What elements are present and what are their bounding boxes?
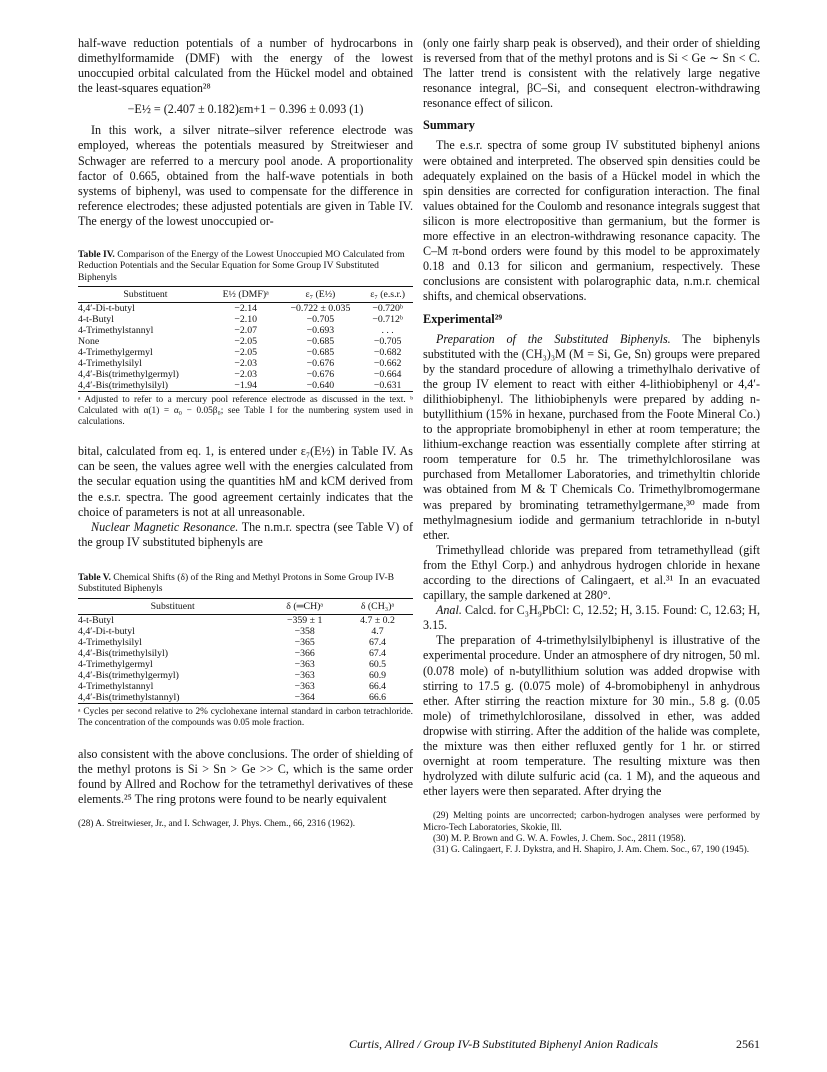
table-v — [78, 572, 413, 729]
value-cell: −0.676 — [306, 358, 335, 370]
value-cell: −1.94 — [234, 380, 258, 392]
nmr-text: The n.m.r. spectra (see Table V) of the group IV substituted biphenyls are — [78, 519, 413, 549]
substituent-cell: 4-t-Butyl — [78, 314, 114, 326]
substituent-cell: 4-Trimethylsilyl — [78, 636, 142, 648]
table-row — [78, 659, 413, 670]
value-cell: −363 — [294, 658, 315, 670]
analysis-label: Anal. — [436, 603, 462, 618]
preparation-heading: Preparation of the Substituted Biphenyls. — [436, 331, 671, 346]
table-row — [78, 380, 413, 392]
table-row — [78, 303, 413, 315]
table-iv-footnote: ᵃ Adjusted to refer to a mercury pool reference electrode as discussed in the text. ᵇ Calculated with α(1) = α₀ − 0.05β₀; see Table I for the numbering system used in calculations. — [78, 395, 413, 428]
substituent-cell: 4-t-Butyl — [78, 614, 114, 626]
running-head: Curtis, Allred / Group IV-B Substituted Biphenyl Anion Radicals — [349, 1037, 658, 1051]
table-v-title: Chemical Shifts (δ) of the Ring and Methyl Protons in Some Group IV-B Substituted Biphenyls — [78, 571, 395, 595]
value-cell: 67.4 — [368, 636, 387, 648]
table-row — [78, 670, 413, 681]
preparation-text: The biphenyls substituted with the (CH₃)₃M (M = Si, Ge, Sn) groups were prepared by the standard procedure of allowing a trimethylhalo derivative of the group IV element to react with either 4-lithiobiphenyl or 4,4′-dilithiobiphenyl. The lithiobiphenyls were prepared by adding n-butyllithium (15% in hexane, purchased from the Foote Mineral Co.) to the appropriate bromobiphenyl in ether at room temperature; the lithium-exchange reaction was essentially complete after stirring at room temperature for 0.5 hr. The trimethylchlorosilane was purchased from Metallomer Laboratories, and trimethyltin chloride was obtained from M & T Chemicals Co. Trimethylbromogermane was prepared by brominating tetramethylgermane,³⁰ made from methylmagnesium iodide and germanium tetrachloride in n-butyl ether. — [423, 331, 760, 542]
value-cell: −0.685 — [306, 336, 335, 348]
left-column — [78, 36, 413, 830]
value-cell: −0.722 ± 0.035 — [290, 303, 351, 315]
left-footnotes — [78, 819, 413, 830]
value-cell: −0.631 — [373, 380, 402, 392]
experimental-paragraph-3: The preparation of 4-trimethylsilylbiphenyl is illustrative of the experimental procedure. Under an atmosphere of dry nitrogen, 50 ml. (0.078 mole) of n-butyllithium solution was added dropwise with stirring to 17.5 g. (0.075 mole) of 4-bromobiphenyl in anhydrous ether. After stirring the reaction mixture for 30 min., 5.8 g. (0.05 mole) of trimethylchlorosilane, dissolved in ether, was added dropwise with stirring. After the addition of the halide was complete, the mixture was then either refluxed gently for 1 hr. or stirred overnight at room temperature. The resulting mixture was then hydrolyzed with dilute sulfuric acid (ca. 1 M), and the aqueous and ether layers were then separated. After drying the — [423, 633, 760, 799]
experimental-heading: Experimental²⁹ — [423, 311, 503, 326]
substituent-cell: 4-Trimethylstannyl — [78, 680, 154, 692]
value-cell: 60.9 — [368, 669, 387, 681]
value-cell: −2.05 — [234, 336, 258, 348]
table-v-grid — [78, 598, 413, 704]
right-paragraph-1: (only one fairly sharp peak is observed), and their order of shielding is reversed from that of the methyl protons and is Si < Ge ∼ Sn < C. The latter trend is consistent with the relatively large negative resonance integral, βC–Si, and consequent electron-withdrawing resonance effect of silicon. — [423, 36, 760, 111]
equation-1: −E½ = (2.407 ± 0.182)εm+1 − 0.396 ± 0.093 (1) — [127, 102, 364, 117]
left-paragraph-2: In this work, a silver nitrate–silver reference electrode was employed, whereas the potentials measured by Streitwieser and Schwager are referred to a mercury pool anode. A proportionality factor of 0.665, obtained from the half-wave potentials in both systems of biphenyl, was used to compensate for the difference in reference electrodes; these adjusted potentials are given in Table IV. The energy of the lowest unoccupied or- — [78, 123, 413, 228]
table-header-row — [78, 598, 413, 614]
value-cell: −364 — [294, 691, 315, 703]
value-cell: . . . — [381, 325, 394, 337]
summary-paragraph: The e.s.r. spectra of some group IV substituted biphenyl anions were obtained and interpreted. The observed spin densities could be adequately explained on the basis of a Hückel model in which the spin densities are corrected for configuration interaction. The final values obtained for the Coulomb and resonance integrals suggest that silicon is more electropositive than germanium, but the former is more effective in an electron-withdrawing resonance capacity. The C–M π-bond orders were found by this model to be approximately 0.18 and 0.13 for silicon and germanium, respectively. These conclusions are consistent with polarographic data, n.m.r. chemical shifts, and chemical observations. — [423, 138, 760, 304]
footnote-28: (28) A. Streitwieser, Jr., and I. Schwager, J. Phys. Chem., 66, 2316 (1962). — [78, 819, 356, 830]
value-cell: −0.693 — [306, 325, 335, 337]
table-v-label: Table V. — [78, 571, 111, 583]
table-iv-label: Table IV. — [78, 249, 115, 261]
right-column — [423, 36, 760, 856]
left-paragraph-4 — [78, 520, 413, 550]
value-cell: −366 — [294, 647, 315, 659]
substituent-cell: 4,4′-Bis(trimethylsilyl) — [78, 647, 169, 659]
value-cell: 66.6 — [368, 691, 387, 703]
right-footnotes — [423, 811, 760, 856]
analysis-paragraph — [423, 603, 760, 633]
experimental-paragraph-2: Trimethyllead chloride was prepared from tetramethyllead (gift from the Ethyl Corp.) and anhydrous hydrogen chloride in hexane according to the directions of Calingaert, et al.³¹ In an evacuated capillary, the sample darkened at 280°. — [423, 542, 760, 603]
table-v-footnote: ᵃ Cycles per second relative to 2% cyclohexane internal standard in carbon tetrachloride. The concentration of the compounds was 0.05 mole fraction. — [78, 706, 413, 728]
table-v-body — [78, 614, 413, 703]
table-v-caption — [78, 572, 413, 595]
table-row — [78, 314, 413, 325]
value-cell: −363 — [294, 680, 315, 692]
page-footer — [349, 1037, 760, 1052]
value-cell: −0.676 — [306, 369, 335, 381]
value-cell: 4.7 — [371, 625, 384, 637]
page-number: 2561 — [736, 1037, 760, 1051]
table-row — [78, 648, 413, 659]
value-cell: −0.720ᵇ — [372, 303, 403, 315]
table-iv — [78, 249, 413, 428]
value-cell: 66.4 — [368, 680, 387, 692]
substituent-cell: 4-Trimethylstannyl — [78, 325, 154, 337]
value-cell: −0.712ᵇ — [372, 314, 403, 326]
value-cell: −2.05 — [234, 347, 258, 359]
substituent-cell: 4,4′-Di-t-butyl — [78, 625, 135, 637]
footnote-29: (29) Melting points are uncorrected; carbon-hydrogen analyses were performed by Micro-Tech Laboratories, Skokie, Ill. — [423, 811, 760, 833]
substituent-cell: 4,4′-Bis(trimethylgermyl) — [78, 369, 179, 381]
table-header-cell: E½ (DMF)ᵃ — [222, 289, 269, 301]
table-row — [78, 626, 413, 637]
substituent-cell: 4-Trimethylsilyl — [78, 358, 142, 370]
value-cell: −359 ± 1 — [286, 614, 323, 626]
table-iv-body — [78, 303, 413, 392]
table-header-cell: δ (═CH)ᵃ — [286, 600, 324, 612]
value-cell: −0.685 — [306, 347, 335, 359]
value-cell: −363 — [294, 669, 315, 681]
table-iv-grid — [78, 286, 413, 392]
footnote-31: (31) G. Calingaert, F. J. Dykstra, and H. Shapiro, J. Am. Chem. Soc., 67, 190 (1945). — [433, 845, 750, 856]
table-row — [78, 681, 413, 692]
footnote-30: (30) M. P. Brown and G. W. A. Fowles, J. Chem. Soc., 2811 (1958). — [433, 833, 686, 844]
value-cell: −0.664 — [373, 369, 402, 381]
value-cell: −2.03 — [234, 358, 258, 370]
left-paragraph-3: bital, calculated from eq. 1, is entered under ε₇(E½) in Table IV. As can be seen, the values agree well with the energies calculated from the secular equation using the quantities hM and kCM derived from the e.s.r. spectra. The good agreement certainly indicates that the choice of parameters is not at all unreasonable. — [78, 444, 413, 519]
value-cell: −358 — [294, 625, 315, 637]
left-paragraph-1: half-wave reduction potentials of a number of hydrocarbons in dimethylformamide (DMF) with the energy of the lowest unoccupied orbital calculated from the Hückel model and obtained the least-squares equation²⁸ — [78, 36, 413, 96]
table-header-cell: ε₇ (E½) — [305, 289, 336, 301]
value-cell: −0.662 — [373, 358, 402, 370]
table-header-row — [78, 287, 413, 303]
table-row — [78, 358, 413, 369]
substituent-cell: 4,4′-Bis(trimethylstannyl) — [78, 691, 180, 703]
value-cell: −365 — [294, 636, 315, 648]
table-row — [78, 325, 413, 336]
value-cell: −2.03 — [234, 369, 258, 381]
value-cell: −2.14 — [234, 303, 258, 315]
substituent-cell: None — [78, 336, 100, 348]
value-cell: −0.682 — [373, 347, 402, 359]
summary-heading: Summary — [423, 118, 475, 133]
substituent-cell: 4,4′-Di-t-butyl — [78, 303, 135, 315]
table-row — [78, 369, 413, 380]
table-iv-title: Comparison of the Energy of the Lowest Unoccupied MO Calculated from Reduction Potentials and the Secular Equation for Some Group IV Substituted Biphenyls — [78, 249, 405, 283]
value-cell: −2.07 — [234, 325, 258, 337]
table-row — [78, 336, 413, 347]
substituent-cell: 4,4′-Bis(trimethylgermyl) — [78, 669, 179, 681]
value-cell: 60.5 — [368, 658, 387, 670]
table-header-cell: δ (CH₃)ᵃ — [360, 600, 395, 612]
substituent-cell: 4,4′-Bis(trimethylsilyl) — [78, 380, 169, 392]
analysis-text: Calcd. for C₃H₉PbCl: C, 12.52; H, 3.15. Found: C, 12.63; H, 3.15. — [423, 603, 760, 633]
substituent-cell: 4-Trimethylgermyl — [78, 347, 153, 359]
table-row — [78, 614, 413, 626]
table-header-cell: Substituent — [123, 289, 168, 301]
table-row — [78, 347, 413, 358]
table-header-cell: ε₇ (e.s.r.) — [370, 289, 405, 301]
table-row — [78, 637, 413, 648]
experimental-paragraph-1 — [423, 332, 760, 543]
left-paragraph-5: also consistent with the above conclusions. The order of shielding of the methyl protons is Si > Sn > Ge >> C, which is the same order found by Allred and Rochow for the tetramethyl derivatives of these elements.²⁵ The ring protons were found to be nearly equivalent — [78, 746, 413, 806]
table-iv-caption — [78, 249, 413, 283]
nmr-heading: Nuclear Magnetic Resonance. — [91, 519, 239, 534]
substituent-cell: 4-Trimethylgermyl — [78, 658, 153, 670]
value-cell: 67.4 — [368, 647, 387, 659]
table-row — [78, 692, 413, 704]
value-cell: −0.705 — [306, 314, 335, 326]
value-cell: −0.705 — [373, 336, 402, 348]
value-cell: 4.7 ± 0.2 — [360, 614, 395, 626]
value-cell: −2.10 — [234, 314, 258, 326]
table-header-cell: Substituent — [150, 600, 195, 612]
value-cell: −0.640 — [306, 380, 335, 392]
